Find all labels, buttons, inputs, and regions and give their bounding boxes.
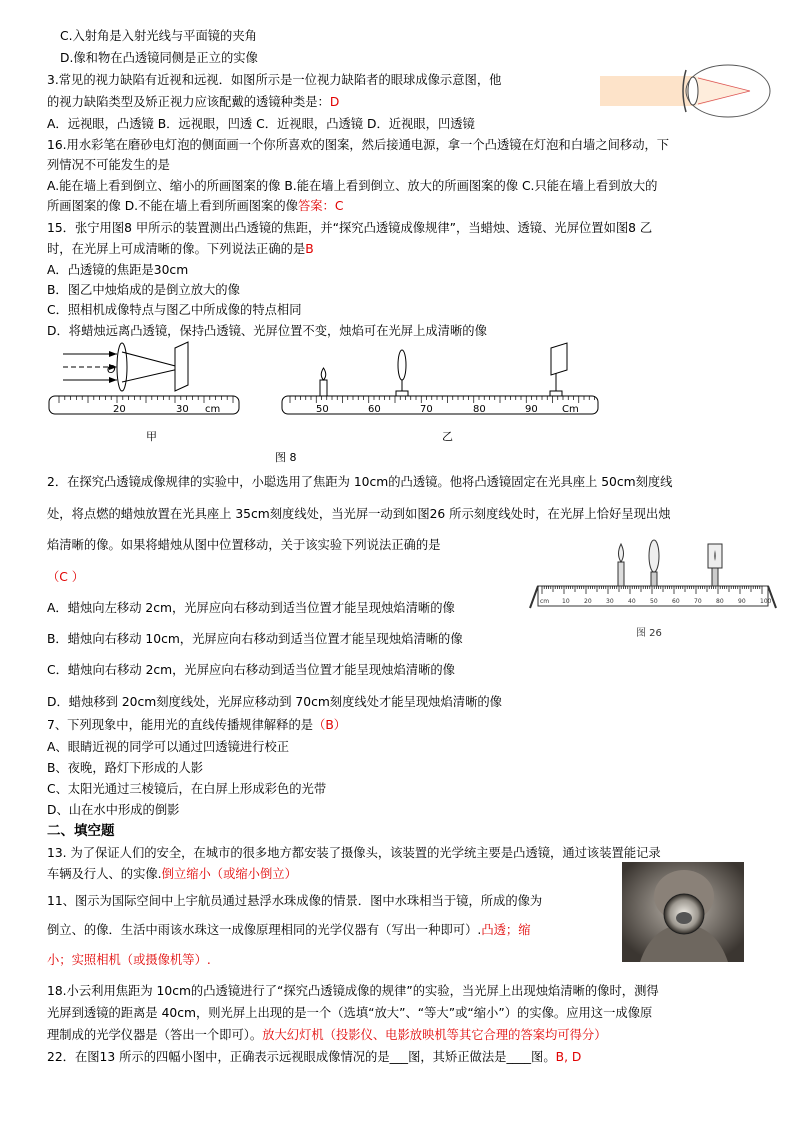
candle bbox=[618, 562, 624, 586]
bench-tick-label: 30 bbox=[606, 598, 614, 605]
lens-base bbox=[396, 391, 408, 396]
bench-tick-label: 100 bbox=[760, 598, 772, 605]
q2-answer: （C ） bbox=[47, 570, 85, 584]
tick-90: 90 bbox=[525, 404, 538, 415]
q11-answer-1: 凸透；缩 bbox=[481, 923, 531, 937]
candle bbox=[320, 380, 327, 396]
q15-option-c: C．照相机成像特点与图乙中所成像的特点相同 bbox=[47, 303, 302, 317]
q15-stem-2: 时，在光屏上可成清晰的像。下列说法正确的是B bbox=[47, 242, 314, 256]
caption-fig8: 图 8 bbox=[275, 451, 297, 464]
flame-icon bbox=[619, 544, 624, 562]
refracted-ray-top bbox=[122, 352, 183, 368]
q13-stem: 13. 为了保证人们的安全，在城市的很多地方都安装了摄像头，该装置的光学统主要是凸透镜，通过该装置能记录 bbox=[47, 846, 661, 860]
q3-options: A．远视眼，凸透镜 B．远视眼，凹透 C．近视眼，凸透镜 D．近视眼，凹透镜 bbox=[47, 117, 475, 131]
q15-option-d: D．将蜡烛远离凸透镜，保持凸透镜、光屏位置不变，烛焰可在光屏上成清晰的像 bbox=[47, 324, 487, 338]
q13-stem-2: 车辆及行人、的实像.倒立缩小（或缩小倒立） bbox=[47, 867, 297, 881]
q22-answer: B, D bbox=[555, 1050, 582, 1064]
screen bbox=[175, 342, 188, 391]
q16-options-1: A.能在墙上看到倒立、缩小的所画图案的像 B.能在墙上看到倒立、放大的所画图案的像 C.只能在墙上看到放大的 bbox=[47, 179, 658, 193]
q7-stem: 7、下列现象中，能用光的直线传播规律解释的是（B） bbox=[47, 718, 347, 732]
lens bbox=[649, 540, 659, 572]
bench-leg-left bbox=[530, 586, 538, 608]
caption-yi: 乙 bbox=[442, 430, 453, 443]
prev-option-d: D.像和物在凸透镜同侧是正立的实像 bbox=[60, 51, 258, 65]
q2-stem-3: 焰清晰的像。如果将蜡烛从图中位置移动，关于该实验下列说法正确的是 bbox=[47, 538, 441, 552]
eye-lens bbox=[688, 77, 698, 105]
caption-fig26: 图 26 bbox=[636, 628, 662, 639]
incoming-light-band bbox=[600, 76, 695, 106]
q7-option-b: B、夜晚，路灯下形成的人影 bbox=[47, 761, 203, 775]
q16-answer: 答案：C bbox=[297, 199, 344, 213]
q2-stem-2: 处，将点燃的蜡烛放置在光具座上 35cm刻度线处，当光屏一动到如图26 所示刻度线处时，在光屏上恰好呈现出烛 bbox=[47, 507, 671, 521]
screen-base bbox=[550, 391, 562, 396]
section-title-fill-in: 二、填空题 bbox=[47, 823, 115, 839]
ruler-yi bbox=[282, 396, 598, 414]
tick-60: 60 bbox=[368, 404, 381, 415]
lens bbox=[398, 350, 406, 380]
bench-tick-label: 60 bbox=[672, 598, 680, 605]
q3-answer: D bbox=[329, 95, 340, 109]
tick-20: 20 bbox=[113, 404, 126, 415]
arrow-3 bbox=[109, 377, 117, 383]
tick-50: 50 bbox=[316, 404, 329, 415]
q7-option-a: A、眼睛近视的同学可以通过凹透镜进行校正 bbox=[47, 740, 290, 754]
inverted-image bbox=[676, 912, 692, 924]
bench-tick-label: 50 bbox=[650, 598, 658, 605]
lens-holder bbox=[651, 572, 657, 586]
convex-lens bbox=[117, 343, 127, 391]
bench-tick-label: 40 bbox=[628, 598, 636, 605]
bench-tick-label: 10 bbox=[562, 598, 570, 605]
q3-stem-2: 的视力缺陷类型及矫正视力应该配戴的透镜种类是：D bbox=[47, 95, 340, 109]
refracted-ray-bottom bbox=[122, 368, 183, 382]
figure-26 bbox=[528, 528, 778, 643]
q16-stem: 16.用水彩笔在磨砂电灯泡的侧面画一个你所喜欢的图案，然后接通电源，拿一个凸透镜在灯泡和白墙之间移动，下 bbox=[47, 138, 670, 152]
q7-option-d: D、山在水中形成的倒影 bbox=[47, 803, 180, 817]
tick-80: 80 bbox=[473, 404, 486, 415]
fig8-jia bbox=[49, 342, 239, 443]
bench-tick-label: 70 bbox=[694, 598, 702, 605]
q11-stem: 11、图示为国际空间中上宇航员通过悬浮水珠成像的情景．图中水珠相当于镜，所成的像为 bbox=[47, 894, 543, 908]
bench-tick-label: 90 bbox=[738, 598, 746, 605]
prev-option-c: C.入射角是入射光线与平面镜的夹角 bbox=[60, 29, 257, 43]
q18-stem-2: 光屏到透镜的距离是 40cm，则光屏上出现的是一个（选填“放大”、“等大”或“缩小”）的实像。应用这一成像原 bbox=[47, 1006, 653, 1020]
q2-option-b: B．蜡烛向右移动 10cm，光屏应向右移动到适当位置才能呈现烛焰清晰的像 bbox=[47, 632, 463, 646]
q2-option-a: A．蜡烛向左移动 2cm，光屏应向右移动到适当位置才能呈现烛焰清晰的像 bbox=[47, 601, 455, 615]
q2-option-d: D．蜡烛移到 20cm刻度线处，光屏应移动到 70cm刻度线处才能呈现烛焰清晰的像 bbox=[47, 695, 502, 709]
unit-cm-right: Cm bbox=[562, 404, 579, 415]
eyeball bbox=[686, 65, 770, 117]
q18-stem-3: 理制成的光学仪器是（答出一个即可）。放大幻灯机（投影仪、电影放映机等其它合理的答案均可得分） bbox=[47, 1028, 607, 1042]
figure-8 bbox=[45, 340, 605, 465]
eye-diagram bbox=[600, 62, 780, 120]
label-o: O bbox=[107, 363, 116, 376]
q3-stem: 3.常见的视力缺陷有近视和远视．如图所示是一位视力缺陷者的眼球成像示意图，他 bbox=[47, 73, 502, 87]
q11-stem-2: 倒立、的像．生活中雨该水珠这一成像原理相同的光学仪器有（写出一种即可）.凸透；缩 bbox=[47, 923, 531, 937]
q2-stem: 2．在探究凸透镜成像规律的实验中，小聪选用了焦距为 10cm的凸透镜。他将凸透镜固定在光具座上 50cm刻度线 bbox=[47, 475, 673, 489]
unit-cm-left: cm bbox=[205, 404, 221, 415]
q18-answer: 放大幻灯机（投影仪、电影放映机等其它合理的答案均可得分） bbox=[262, 1028, 607, 1042]
light-screen bbox=[551, 343, 567, 375]
q7-option-c: C、太阳光通过三棱镜后，在白屏上形成彩色的光带 bbox=[47, 782, 327, 796]
arrow-1 bbox=[109, 351, 117, 357]
q15-stem: 15．张宁用图8 甲所示的装置测出凸透镜的焦距，并“探究凸透镜成像规律”，当蜡烛、透镜、光屏位置如图8 乙 bbox=[47, 221, 653, 235]
q18-stem: 18.小云利用焦距为 10cm的凸透镜进行了“探究凸透镜成像的规律”的实验，当光屏上出现烛焰清晰的像时，测得 bbox=[47, 984, 659, 998]
q13-answer: 倒立缩小（或缩小倒立） bbox=[161, 867, 297, 881]
astronaut-water-droplet-photo bbox=[622, 862, 744, 962]
q22-stem: 22．在图13 所示的四幅小图中，正确表示远视眼成像情况的是___图，其矫正做法是____图。B, D bbox=[47, 1050, 582, 1064]
tick-70: 70 bbox=[420, 404, 433, 415]
bench-tick-label: cm bbox=[540, 598, 550, 605]
q16-options-2: 所画图案的像 D.不能在墙上看到所画图案的像答案：C bbox=[47, 199, 344, 213]
fig8-yi bbox=[282, 343, 598, 443]
caption-jia: 甲 bbox=[146, 430, 157, 443]
candle-flame-icon bbox=[321, 368, 326, 380]
bench-tick-label: 80 bbox=[716, 598, 724, 605]
bench-tick-label: 20 bbox=[584, 598, 592, 605]
q15-option-b: B．图乙中烛焰成的是倒立放大的像 bbox=[47, 283, 240, 297]
q15-option-a: A．凸透镜的焦距是30cm bbox=[47, 263, 189, 277]
q2-option-c: C．蜡烛向右移动 2cm，光屏应向右移动到适当位置才能呈现烛焰清晰的像 bbox=[47, 663, 455, 677]
q16-stem-2: 列情况不可能发生的是 bbox=[47, 158, 170, 172]
q15-answer: B bbox=[305, 242, 314, 256]
q7-answer: （B） bbox=[313, 718, 347, 732]
screen-holder bbox=[712, 568, 718, 586]
tick-30: 30 bbox=[176, 404, 189, 415]
q11-answer-2: 小；实照相机（或摄像机等）. bbox=[47, 953, 211, 967]
